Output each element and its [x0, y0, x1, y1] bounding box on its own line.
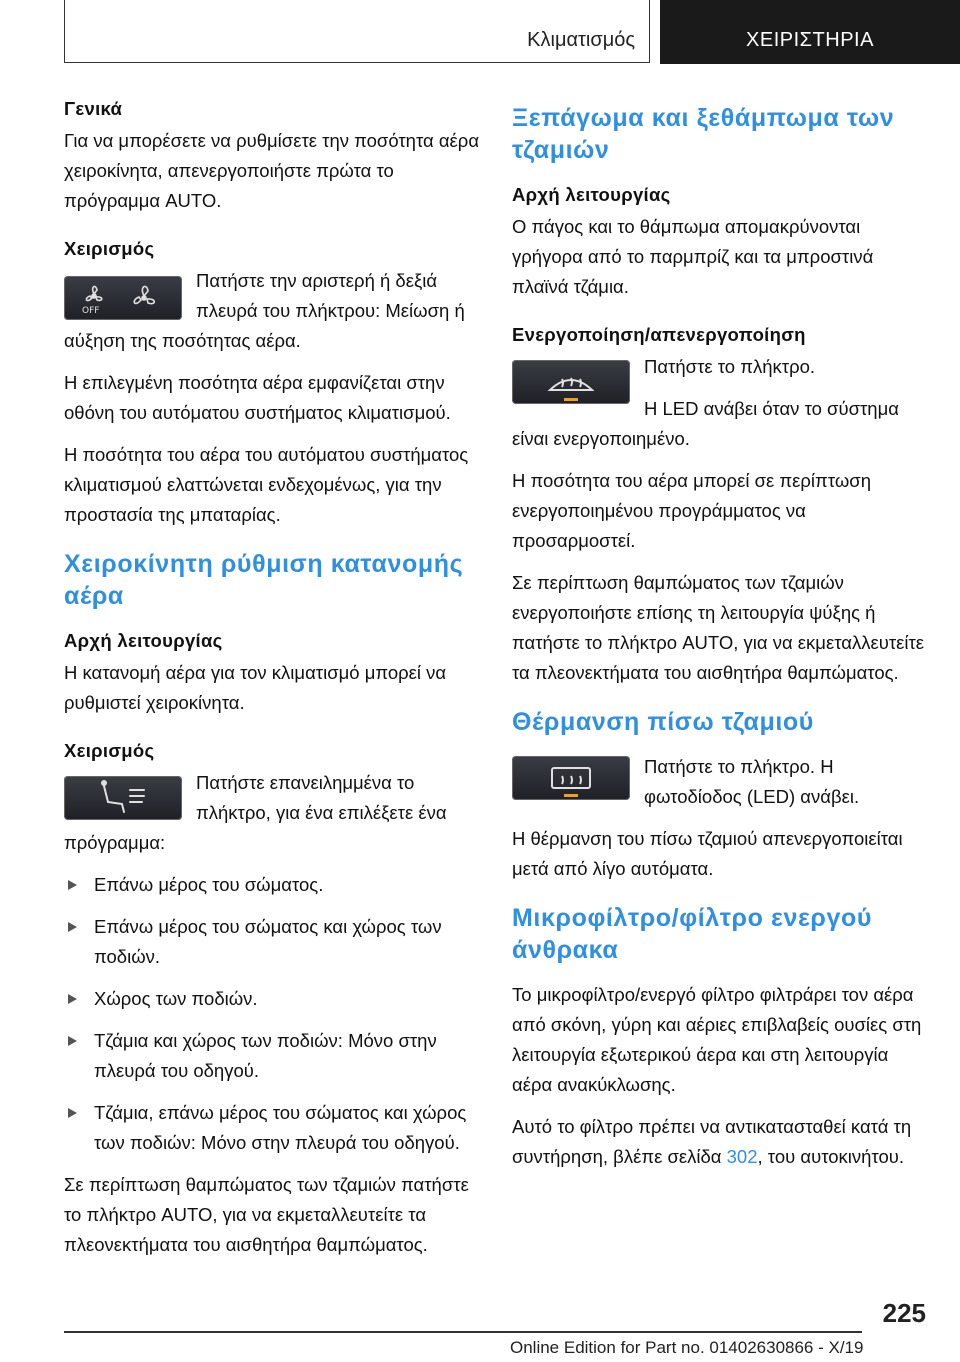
paragraph-replace: Αυτό το φίλτρο πρέπει να αντικατασταθεί κατά τη συντήρηση, βλέπε σελίδα 302, του αυτοκινήτου.	[512, 1116, 912, 1167]
air-distribution-button-icon	[64, 776, 182, 820]
heading-on-off: Ενεργοποίηση/απενεργοποίηση	[512, 324, 806, 345]
paragraph-led: Η LED ανάβει όταν το σύστημα είναι ενεργοποιημένο.	[512, 398, 899, 449]
heading-air-distribution: Χειροκίνητη ρύθμιση κατανομής αέρα	[64, 550, 464, 610]
distribution-list	[64, 870, 480, 1158]
list-item: Τζάμια και χώρος των ποδιών: Μόνο στην πλευρά του οδηγού.	[64, 1026, 480, 1086]
paragraph-press: Πατήστε το πλήκτρο.	[644, 356, 816, 377]
heading-principle: Αρχή λειτουργίας	[64, 630, 223, 651]
chapter-title: ΧΕΙΡΙΣΤΗΡΙΑ	[746, 29, 874, 51]
chapter-tab	[660, 0, 960, 64]
list-item: Τζάμια, επάνω μέρος του σώματος και χώρος των ποδιών: Μόνο στην πλευρά του οδηγού.	[64, 1098, 480, 1158]
left-column	[64, 94, 480, 1272]
right-column	[512, 94, 926, 1184]
paragraph-defrost-note: Σε περίπτωση θαμπώματος των τζαμιών πατήστε το πλήκτρο AUTO, για να εκμεταλλευτείτε τα πλεονεκτήματα του αισθητήρα θαμπώματος.	[64, 1174, 469, 1255]
paragraph-filter: Το μικροφίλτρο/ενεργό φίλτρο φιλτράρει τον αέρα από σκόνη, γύρη και αέριες επιβλαβείς ουσίες στη λειτουργία εξωτερικού άερα και στη λειτουργία αέρα ανακύκλωσης.	[512, 984, 922, 1095]
footer-divider	[64, 1331, 862, 1333]
list-item: Επάνω μέρος του σώματος.	[64, 870, 480, 900]
paragraph-fan: Πατήστε την αριστερή ή δεξιά πλευρά του πλήκτρου: Μείωση ή αύξηση της ποσότητας αέρα.	[64, 270, 465, 351]
paragraph-rear-off: Η θέρμανση του πίσω τζαμιού απενεργοποιείται μετά από λίγο αυτόματα.	[512, 828, 903, 879]
paragraph-adapt: Η ποσότητα του αέρα μπορεί σε περίπτωση ενεργοποιημένου προγράμματος να προσαρμοστεί.	[512, 470, 871, 551]
page-link[interactable]: 302	[726, 1146, 758, 1167]
fan-speed-button-icon	[64, 276, 182, 320]
heading-operation-2: Χειρισμός	[64, 740, 155, 761]
distribution-control-row	[64, 768, 480, 858]
bullet-triangle-icon	[68, 1036, 77, 1046]
bullet-triangle-icon	[68, 1108, 77, 1118]
paragraph-rear-press: Πατήστε το πλήκτρο. Η φωτοδίοδος (LED) ανάβει.	[644, 756, 860, 807]
section-tab	[64, 0, 650, 63]
rear-window-heating-button-icon	[512, 756, 630, 800]
heading-defrost: Ξεπάγωμα και ξεθάμπωμα των τζαμιών	[512, 104, 895, 164]
rear-defrost-control-row	[512, 752, 926, 812]
defrost-control-row	[512, 352, 926, 454]
paragraph-reduce: Η ποσότητα του αέρα του αυτόματου συστήματος κλιματισμού ελαττώνεται ενδεχομένως, για την προστασία της μπαταρίας.	[64, 444, 469, 525]
bullet-triangle-icon	[68, 880, 77, 890]
fan-off-label: OFF	[82, 306, 100, 316]
bullet-triangle-icon	[68, 994, 77, 1004]
paragraph-general: Για να μπορέσετε να ρυθμίσετε την ποσότητα αέρα χειροκίνητα, απενεργοποιήστε πρώτα το πρόγραμμα AUTO.	[64, 130, 480, 211]
heading-general: Γενικά	[64, 98, 123, 119]
heading-principle-right: Αρχή λειτουργίας	[512, 184, 671, 205]
paragraph-principle-right: Ο πάγος και το θάμπωμα απομακρύνονται γρήγορα από το παρμπρίζ και τα μπροστινά πλαϊνά τζάμια.	[512, 216, 874, 297]
paragraph-repeat: Πατήστε επανειλημμένα το πλήκτρο, για ένα επιλέξετε ένα πρόγραμμα:	[64, 772, 447, 853]
edition-text: Online Edition for Part no. 01402630866 - X/19	[510, 1338, 864, 1357]
page-header	[64, 0, 960, 66]
heading-rear-heating: Θέρμανση πίσω τζαμιού	[512, 708, 814, 736]
paragraph-principle: Η κατανομή αέρα για τον κλιματισμό μπορεί να ρυθμιστεί χειροκίνητα.	[64, 662, 447, 713]
paragraph-display: Η επιλεγμένη ποσότητα αέρα εμφανίζεται στην οθόνη του αυτόματου συστήματος κλιματισμού.	[64, 372, 451, 423]
paragraph-fog: Σε περίπτωση θαμπώματος των τζαμιών ενεργοποιήστε επίσης τη λειτουργία ψύξης ή πατήστε το πλήκτρο AUTO, για να εκμεταλλευτείτε τα πλεονεκτήματα του αισθητήρα θαμπώματος.	[512, 572, 925, 683]
list-item: Χώρος των ποδιών.	[64, 984, 480, 1014]
fan-control-row	[64, 266, 480, 356]
heading-filter: Μικροφίλτρο/φίλτρο ενεργού άνθρακα	[512, 904, 873, 964]
section-title: Κλιματισμός	[527, 29, 635, 51]
heading-operation: Χειρισμός	[64, 238, 155, 259]
page-number: 225	[882, 1298, 926, 1328]
list-item: Επάνω μέρος του σώματος και χώρος των ποδιών.	[64, 912, 480, 972]
windshield-defrost-button-icon	[512, 360, 630, 404]
bullet-triangle-icon	[68, 922, 77, 932]
